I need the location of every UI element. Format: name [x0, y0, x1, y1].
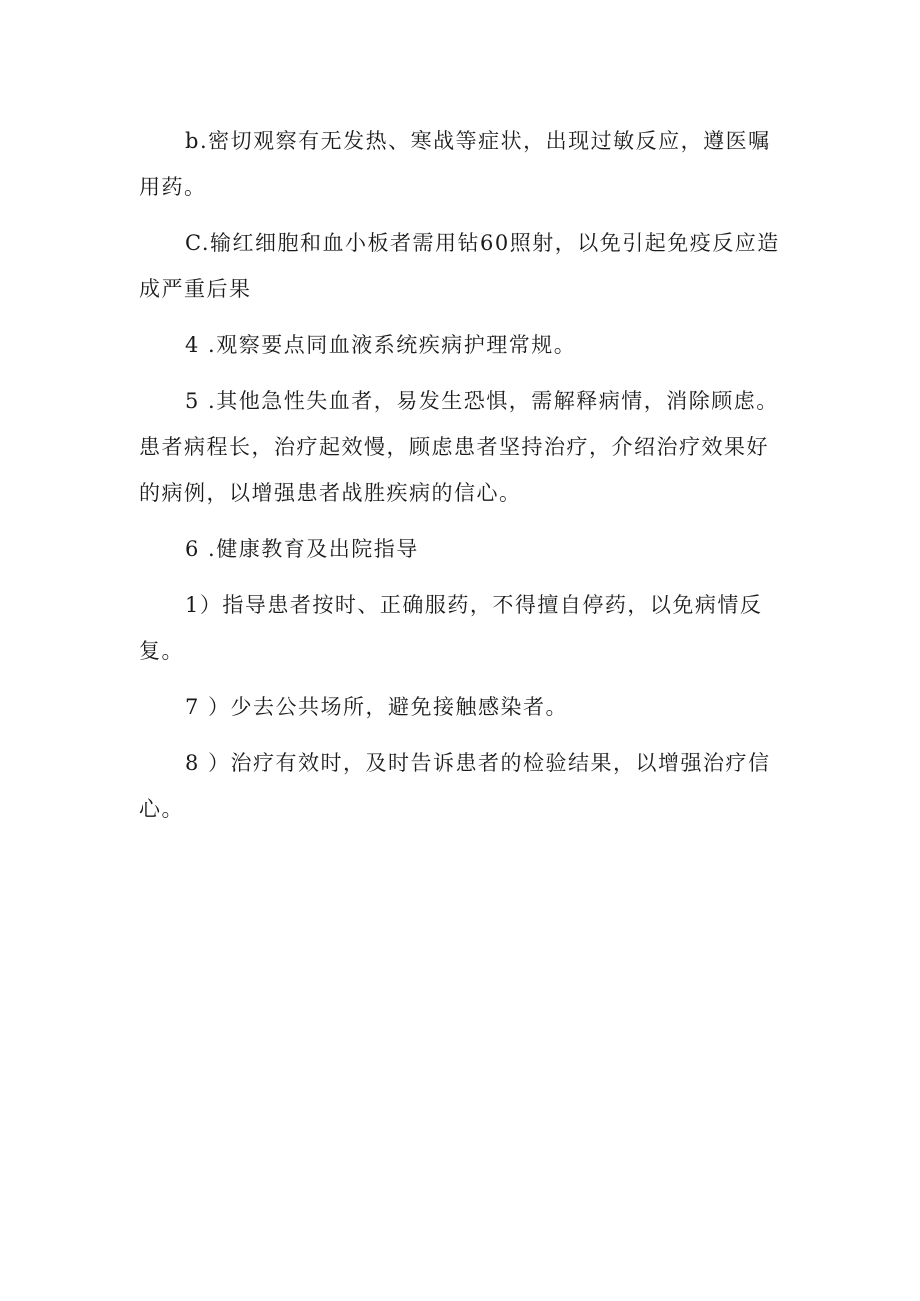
paragraph-acute-blood-loss: 5 .其他急性失血者，易发生恐惧，需解释病情，消除顾虑。患者病程长，治疗起效慢，顾虑患者坚持治疗，介绍治疗效果好的病例，以增强患者战胜疾病的信心。: [139, 389, 779, 505]
paragraph-avoid-public-places: 7 ）少去公共场所，避免接触感染者。: [185, 695, 569, 719]
document-body: [139, 118, 789, 842]
paragraph-irradiation: C.输红细胞和血小板者需用钻60照射，以免引起免疫反应造成严重后果: [139, 231, 780, 301]
paragraph-medication-guidance: 1）指导患者按时、正确服药，不得擅自停药，以免病情反复。: [139, 593, 763, 663]
paragraph-health-education-heading: 6 .健康教育及出院指导: [185, 537, 419, 561]
paragraph-test-results: 8 ）治疗有效时，及时告诉患者的检验结果，以增强治疗信心。: [139, 751, 771, 821]
paragraph-observe-symptoms: b.密切观察有无发热、寒战等症状，出现过敏反应，遵医嘱用药。: [139, 129, 771, 199]
paragraph-observation-points: 4 .观察要点同血液系统疾病护理常规。: [185, 333, 577, 357]
